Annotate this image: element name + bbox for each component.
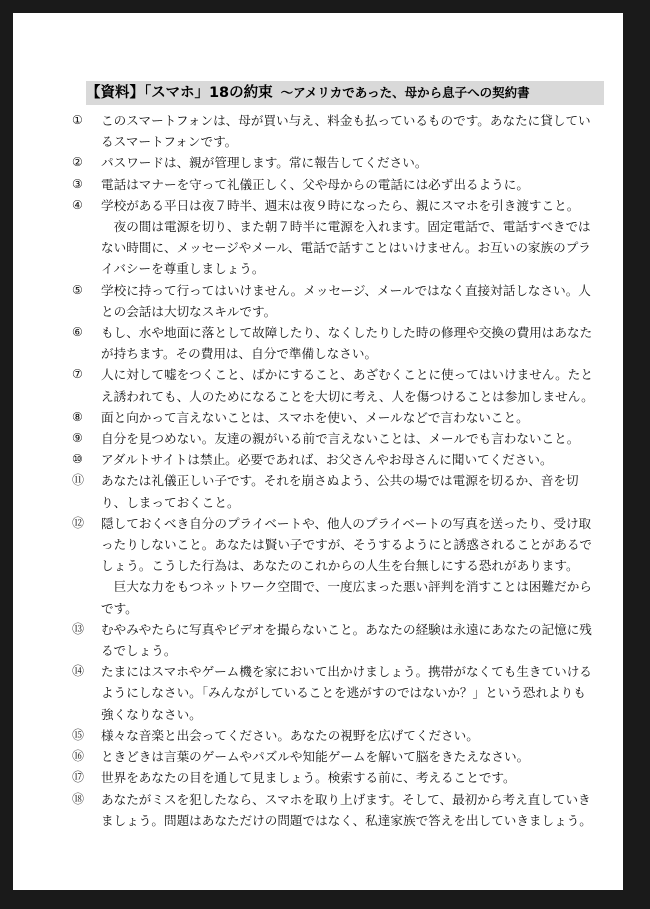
rule-text: 様々な音楽と出会ってください。あなたの視野を広げてください。: [101, 727, 479, 743]
rule-number: ⑩: [72, 452, 83, 467]
rule-item: [72, 619, 596, 661]
rule-number: ⑮: [72, 727, 85, 742]
rule-number: ⑦: [72, 367, 83, 382]
document-title: [86, 81, 604, 105]
rule-text: アダルトサイトは禁止。必要であれば、お父さんやお母さんに聞いてください。: [101, 452, 553, 468]
rule-text: 世界をあなたの目を通して見ましょう。検索する前に、考えることです。: [101, 770, 516, 786]
rule-number: ⑤: [72, 282, 83, 297]
rule-item: [72, 470, 596, 512]
rule-item: [72, 725, 596, 746]
rule-number: ⑯: [72, 749, 85, 764]
rule-number: ③: [72, 176, 83, 191]
rule-text: パスワードは、親が管理します。常に報告してください。: [101, 155, 428, 171]
rule-number: ⑥: [72, 325, 83, 340]
rule-item: [72, 513, 596, 619]
rule-text: ときどきは言葉のゲームやパズルや知能ゲームを解いて脳をきたえなさい。: [101, 749, 530, 765]
rule-item: [72, 364, 596, 406]
rule-text: 学校がある平日は夜７時半、週末は夜９時になったら、親にスマホを引き渡すこと。: [101, 197, 580, 213]
rule-item: [72, 746, 596, 767]
rule-item: [72, 407, 596, 428]
rule-item: [72, 174, 596, 195]
rule-text: たまにはスマホやゲーム機を家において出かけましょう。携帯がなくても生きていけるようにしなさい。「みんながしていることを逃がすのではないか？」という恐れよりも強くなりなさい。: [101, 664, 592, 722]
rule-text: 自分を見つめない。友達の親がいる前で言えないことは、メールでも言わないこと。: [101, 431, 580, 447]
title-main: 【資料】「スマホ」18の約束: [86, 85, 273, 101]
rule-note: 巨大な力をもつネットワーク空間で、一度広まった悪い評判を消すことは困難だからです。: [101, 579, 592, 616]
rule-item: [72, 767, 596, 788]
rule-text: むやみやたらに写真やビデオを撮らないこと。あなたの経験は永遠にあなたの記憶に残るでしょう。: [101, 621, 592, 659]
rule-item: [72, 449, 596, 470]
rule-number: ⑬: [72, 621, 85, 636]
rule-number: ④: [72, 197, 83, 212]
title-subtitle: ～アメリカであった、母から息子への契約書: [280, 85, 530, 100]
rule-text: もし、水や地面に落として故障したり、なくしたりした時の修理や交換の費用はあなたが持ちます。その費用は、自分で準備しなさい。: [101, 325, 593, 362]
rule-note: 夜の間は電源を切り、また朝７時半に電源を入れます。固定電話で、電話すべきではない時間に、メッセージやメール、電話で話すことはいけません。お互いの家族のプライバシーを尊重しましょう。: [101, 219, 591, 277]
rule-item: [72, 428, 596, 449]
rule-number: ⑭: [72, 664, 85, 679]
rule-item: [72, 280, 596, 322]
rule-item: [72, 661, 596, 725]
rule-number: ⑧: [72, 409, 83, 424]
rule-number: ⑪: [72, 473, 85, 488]
rule-number: ⑫: [72, 515, 85, 530]
rule-text: 人に対して嘘をつくこと、ばかにすること、あざむくことに使ってはいけません。たとえ誘われても、人のためになることを大切に考え、人を傷つけることは参加しません。: [101, 367, 594, 404]
rule-item: [72, 322, 596, 364]
rule-text: 電話はマナーを守って礼儀正しく、父や母からの電話には必ず出るように。: [101, 176, 529, 192]
rule-item: [72, 195, 596, 280]
rule-text: あなたがミスを犯したなら、スマホを取り上げます。そして、最初から考え直していきましょう。問題はあなただけの問題ではなく、私達家族で答えを出していきましょう。: [101, 791, 592, 828]
rule-text: 隠しておくべき自分のプライベートや、他人のプライベートの写真を送ったり、受け取ったりしないこと。あなたは賢い子ですが、そうするようにと誘惑されることがあるでしょう。こうした行為は、あなたのこれからの人生を台無しにする恐れがあります。: [101, 515, 593, 574]
rule-number: ①: [72, 113, 83, 127]
rule-number: ②: [72, 155, 83, 170]
rule-number: ⑰: [72, 770, 85, 785]
rule-text: あなたは礼儀正しい子です。それを崩さぬよう、公共の場では電源を切るか、音を切り、しまっておくこと。: [101, 473, 579, 510]
rule-text: 学校に持って行ってはいけません。メッセージ、メールではなく直接対話しなさい。人との会話は大切なスキルです。: [101, 282, 591, 319]
rules-list: [72, 110, 596, 831]
rule-number: ⑱: [72, 791, 85, 806]
rule-item: [72, 110, 596, 152]
rule-number: ⑨: [72, 431, 83, 446]
rule-text: このスマートフォンは、母が買い与え、料金も払っているものです。あなたに貸しているスマートフォンです。: [101, 113, 591, 150]
rule-item: [72, 789, 596, 831]
rule-text: 面と向かって言えないことは、スマホを使い、メールなどで言わないこと。: [101, 409, 529, 425]
rule-item: [72, 152, 596, 173]
